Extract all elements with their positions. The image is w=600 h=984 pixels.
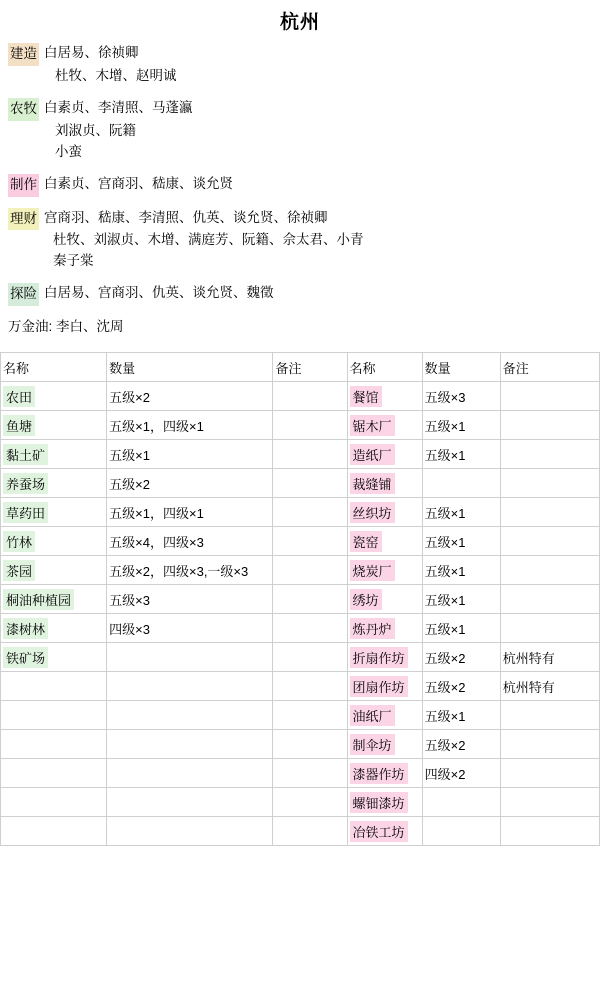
cell-name-2: 冶铁工坊 — [347, 817, 422, 846]
table-row — [1, 440, 600, 469]
cell-name-1: 竹林 — [1, 527, 107, 556]
table-row — [1, 556, 600, 585]
cell-name-2: 螺钿漆坊 — [347, 788, 422, 817]
cell-name-2: 制伞坊 — [347, 730, 422, 759]
cell-qty-2: 五级×1 — [422, 498, 500, 527]
cell-name-2: 绣坊 — [347, 585, 422, 614]
cell-name-1 — [1, 701, 107, 730]
cell-note-2 — [500, 411, 599, 440]
cell-qty-1 — [107, 701, 273, 730]
table-header-name-1: 名称 — [1, 353, 107, 382]
section-craft — [0, 174, 600, 197]
table-row — [1, 817, 600, 846]
cell-note-1 — [273, 701, 347, 730]
section-farm-line-3: 小蛮 — [55, 143, 82, 159]
cell-qty-1: 四级×3 — [107, 614, 273, 643]
cell-qty-1: 五级×4，四级×3 — [107, 527, 273, 556]
table-row — [1, 788, 600, 817]
cell-name-1: 黏土矿 — [1, 440, 107, 469]
cell-qty-1 — [107, 730, 273, 759]
cell-note-1 — [273, 411, 347, 440]
cell-note-2: 杭州特有 — [500, 643, 599, 672]
cell-note-2 — [500, 440, 599, 469]
section-build-line-1: 白居易、徐祯卿 — [44, 45, 139, 60]
buildings-table — [0, 352, 600, 846]
cell-note-1 — [273, 759, 347, 788]
cell-note-1 — [273, 788, 347, 817]
page-title: 杭州 — [279, 12, 320, 33]
cell-name-1: 鱼塘 — [1, 411, 107, 440]
cell-name-2: 油纸厂 — [347, 701, 422, 730]
cell-qty-2: 五级×2 — [422, 643, 500, 672]
cell-name-1: 铁矿场 — [1, 643, 107, 672]
section-explore — [0, 283, 600, 306]
cell-name-2: 裁缝铺 — [347, 469, 422, 498]
cell-note-2 — [500, 382, 599, 411]
cell-qty-2: 五级×2 — [422, 730, 500, 759]
cell-qty-1: 五级×1 — [107, 440, 273, 469]
section-explore-line-1: 白居易、宫商羽、仇英、谈允贤、魏徵 — [44, 285, 274, 301]
table-row — [1, 614, 600, 643]
cell-name-2: 团扇作坊 — [347, 672, 422, 701]
cell-qty-2 — [422, 469, 500, 498]
table-row — [1, 643, 600, 672]
cell-note-2 — [500, 556, 599, 585]
section-build-line-2: 杜牧、木增、赵明诚 — [55, 67, 177, 83]
cell-note-2 — [500, 585, 599, 614]
section-tag-money: 理财 — [8, 208, 39, 231]
table-row — [1, 701, 600, 730]
cell-note-2 — [500, 527, 599, 556]
all-purpose-line: 万金油: 李白、沈周 — [8, 319, 124, 335]
section-money-line-1: 宫商羽、嵇康、李清照、仇英、谈允贤、徐祯卿 — [44, 209, 328, 225]
cell-note-1 — [273, 469, 347, 498]
cell-note-1 — [273, 730, 347, 759]
cell-note-1 — [273, 382, 347, 411]
cell-note-1 — [273, 817, 347, 846]
section-money-line-2: 杜牧、刘淑贞、木增、满庭芳、阮籍、佘太君、小青 — [53, 232, 364, 248]
cell-qty-1: 五级×2 — [107, 469, 273, 498]
table-row — [1, 672, 600, 701]
cell-name-1: 茶园 — [1, 556, 107, 585]
cell-note-2 — [500, 730, 599, 759]
cell-note-1 — [273, 614, 347, 643]
cell-qty-2: 五级×1 — [422, 585, 500, 614]
table-row — [1, 527, 600, 556]
cell-qty-1: 五级×1，四级×1 — [107, 411, 273, 440]
cell-name-1 — [1, 730, 107, 759]
cell-qty-1 — [107, 672, 273, 701]
table-header-note-2: 备注 — [500, 353, 599, 382]
table-row — [1, 411, 600, 440]
table-header-row — [1, 353, 600, 382]
cell-name-2: 瓷窑 — [347, 527, 422, 556]
cell-name-1: 农田 — [1, 382, 107, 411]
table-header-note-1: 备注 — [273, 353, 347, 382]
cell-note-2 — [500, 788, 599, 817]
cell-note-2 — [500, 759, 599, 788]
cell-note-2 — [500, 701, 599, 730]
section-build — [0, 43, 600, 87]
cell-note-1 — [273, 585, 347, 614]
cell-name-1 — [1, 817, 107, 846]
cell-note-1 — [273, 672, 347, 701]
cell-name-1: 桐油种植园 — [1, 585, 107, 614]
cell-qty-2: 五级×1 — [422, 614, 500, 643]
cell-note-2 — [500, 614, 599, 643]
cell-name-1: 草药田 — [1, 498, 107, 527]
cell-qty-1 — [107, 817, 273, 846]
table-row — [1, 498, 600, 527]
section-craft-line-1: 白素贞、宫商羽、嵇康、谈允贤 — [44, 175, 233, 191]
section-farm-line-2: 刘淑贞、阮籍 — [55, 122, 136, 138]
table-header-qty-1: 数量 — [107, 353, 273, 382]
cell-name-1 — [1, 788, 107, 817]
cell-note-2: 杭州特有 — [500, 672, 599, 701]
cell-qty-2: 五级×1 — [422, 701, 500, 730]
cell-qty-1 — [107, 643, 273, 672]
cell-note-2 — [500, 817, 599, 846]
section-farm-line-1: 白素贞、李清照、马蓬瀛 — [44, 99, 193, 115]
section-money — [0, 208, 600, 273]
cell-name-2: 餐馆 — [347, 382, 422, 411]
table-header-name-2: 名称 — [347, 353, 422, 382]
cell-qty-2: 五级×2 — [422, 672, 500, 701]
section-tag-explore: 探险 — [8, 283, 39, 306]
table-row — [1, 382, 600, 411]
cell-name-1 — [1, 672, 107, 701]
cell-name-1: 养蚕场 — [1, 469, 107, 498]
cell-qty-2 — [422, 788, 500, 817]
cell-qty-2: 五级×1 — [422, 440, 500, 469]
cell-qty-2 — [422, 817, 500, 846]
table-row — [1, 759, 600, 788]
cell-qty-1: 五级×3 — [107, 585, 273, 614]
cell-name-2: 炼丹炉 — [347, 614, 422, 643]
cell-qty-1 — [107, 759, 273, 788]
table-row — [1, 730, 600, 759]
cell-note-1 — [273, 556, 347, 585]
cell-note-2 — [500, 469, 599, 498]
cell-qty-2: 五级×1 — [422, 411, 500, 440]
cell-note-2 — [500, 498, 599, 527]
cell-qty-2: 四级×2 — [422, 759, 500, 788]
cell-qty-1 — [107, 788, 273, 817]
section-money-line-3: 秦子棠 — [53, 253, 94, 269]
cell-qty-1: 五级×1，四级×1 — [107, 498, 273, 527]
cell-note-1 — [273, 440, 347, 469]
cell-qty-2: 五级×1 — [422, 527, 500, 556]
cell-note-1 — [273, 527, 347, 556]
table-row — [1, 469, 600, 498]
section-tag-build: 建造 — [8, 43, 39, 66]
cell-name-2: 造纸厂 — [347, 440, 422, 469]
cell-note-1 — [273, 643, 347, 672]
cell-name-1: 漆树林 — [1, 614, 107, 643]
cell-note-1 — [273, 498, 347, 527]
cell-name-2: 漆器作坊 — [347, 759, 422, 788]
cell-qty-2: 五级×1 — [422, 556, 500, 585]
table-header-qty-2: 数量 — [422, 353, 500, 382]
cell-name-1 — [1, 759, 107, 788]
section-tag-craft: 制作 — [8, 174, 39, 197]
cell-qty-2: 五级×3 — [422, 382, 500, 411]
cell-qty-1: 五级×2 — [107, 382, 273, 411]
cell-name-2: 折扇作坊 — [347, 643, 422, 672]
cell-name-2: 丝织坊 — [347, 498, 422, 527]
cell-qty-1: 五级×2，四级×3,一级×3 — [107, 556, 273, 585]
cell-name-2: 烧炭厂 — [347, 556, 422, 585]
table-row — [1, 585, 600, 614]
cell-name-2: 锯木厂 — [347, 411, 422, 440]
section-farm — [0, 98, 600, 163]
section-tag-farm: 农牧 — [8, 98, 39, 121]
